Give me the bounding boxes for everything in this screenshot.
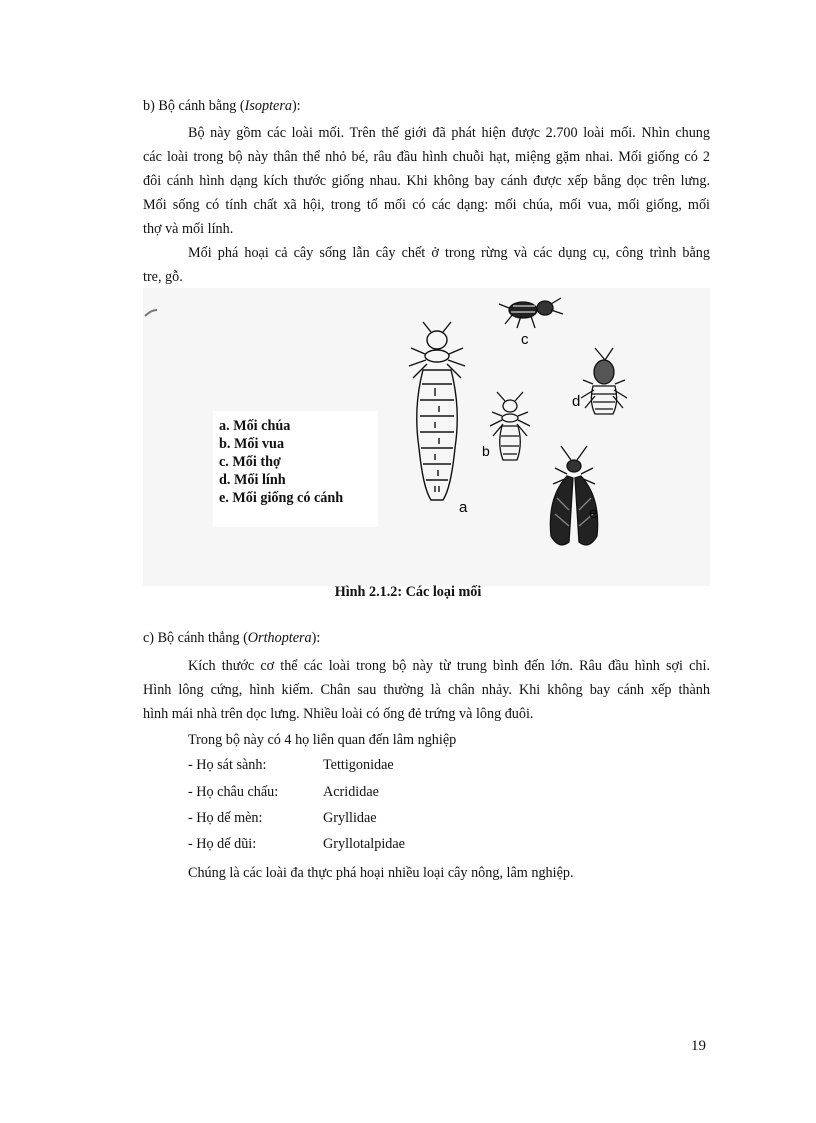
families-intro: Trong bộ này có 4 họ liên quan đến lâm nghiệp: [188, 732, 457, 748]
family-name: - Họ sát sành:: [188, 757, 267, 773]
family-latin: Gryllidae: [323, 810, 377, 826]
section-b-latin-name: Isoptera: [244, 98, 292, 114]
figure-caption: Hình 2.1.2: Các loại mối: [334, 584, 482, 600]
paragraph-line: Bộ này gồm các loài mối. Trên thế giới đã phát hiện được 2.700 loài mối. Nhìn chung: [188, 125, 710, 141]
section-b-paragraph-2: [143, 241, 710, 289]
legend-item-king: b. Mối vua: [219, 436, 285, 452]
section-b-heading-prefix: b) Bộ cánh bằng (: [143, 98, 245, 114]
legend-item-worker: c. Mối thợ: [219, 454, 281, 470]
family-name: - Họ châu chấu:: [188, 784, 279, 800]
king-termite-drawing: [490, 392, 530, 460]
paragraph-line: đôi cánh hình dạng kích thước giống nhau. Khi không bay cánh được xếp bằng dọc trên lưng.: [143, 173, 710, 189]
paragraph-line: tre, gỗ.: [143, 269, 183, 285]
family-row: [188, 810, 377, 827]
legend-item-queen: a. Mối chúa: [219, 418, 291, 434]
section-b-heading: [143, 94, 301, 118]
scan-mark: [145, 310, 157, 316]
family-row: [188, 784, 379, 801]
soldier-termite-drawing: [581, 348, 627, 414]
family-name: - Họ dế dũi:: [188, 836, 257, 852]
label-d: d: [572, 393, 581, 410]
family-latin: Gryllotalpidae: [323, 836, 405, 852]
section-b-heading-suffix: ):: [291, 98, 301, 114]
family-row: [188, 836, 405, 853]
legend-item-soldier: d. Mối lính: [219, 472, 286, 488]
section-c-heading: [143, 626, 320, 650]
family-row: [188, 757, 394, 774]
paragraph-line: các loài trong bộ này thân thể nhỏ bé, râu đầu hình chuỗi hạt, miệng gặm nhai. Mối giống có 2: [143, 149, 710, 165]
paragraph-line: Hình lông cứng, hình kiếm. Chân sau thường là chân nhảy. Khi không bay cánh xếp thành: [143, 682, 710, 698]
paragraph-line: Mối phá hoại cả cây sống lẫn cây chết ở trong rừng và các dụng cụ, công trình bằng: [188, 245, 710, 261]
family-latin: Tettigonidae: [323, 757, 394, 773]
worker-termite-drawing: [499, 298, 563, 328]
legend-item-winged: e. Mối giống có cánh: [219, 490, 344, 506]
section-c-latin-name: Orthoptera: [247, 630, 312, 646]
family-latin: Acrididae: [323, 784, 379, 800]
paragraph-line: Kích thước cơ thể các loài trong bộ này từ trung bình đến lớn. Râu đầu hình sợi chỉ.: [188, 658, 710, 674]
label-c: c: [521, 331, 529, 348]
closing-sentence: Chúng là các loài đa thực phá hoại nhiều loại cây nông, lâm nghiệp.: [188, 865, 574, 881]
section-c-heading-suffix: ):: [311, 630, 321, 646]
queen-termite-drawing: [409, 322, 465, 500]
section-c-heading-prefix: c) Bộ cánh thẳng (: [143, 630, 248, 646]
label-a: a: [459, 499, 468, 516]
paragraph-line: thợ và mối lính.: [143, 221, 234, 237]
section-c-paragraph: [143, 654, 710, 726]
termite-figure: [143, 288, 710, 586]
family-name: - Họ dế mèn:: [188, 810, 263, 826]
paragraph-line: hình mái nhà trên dọc lưng. Nhiều loài có ống đẻ trứng và lông đuôi.: [143, 706, 534, 722]
paragraph-line: Mối sống có tính chất xã hội, trong tổ mối có các dạng: mối chúa, mối vua, mối giống, mối: [143, 197, 710, 213]
page-number: 19: [691, 1038, 706, 1054]
winged-termite-drawing: [550, 446, 597, 545]
figure-legend: [213, 411, 378, 527]
section-b-paragraph-1: [143, 121, 710, 241]
label-b: b: [482, 443, 490, 459]
label-e: e: [589, 505, 598, 522]
